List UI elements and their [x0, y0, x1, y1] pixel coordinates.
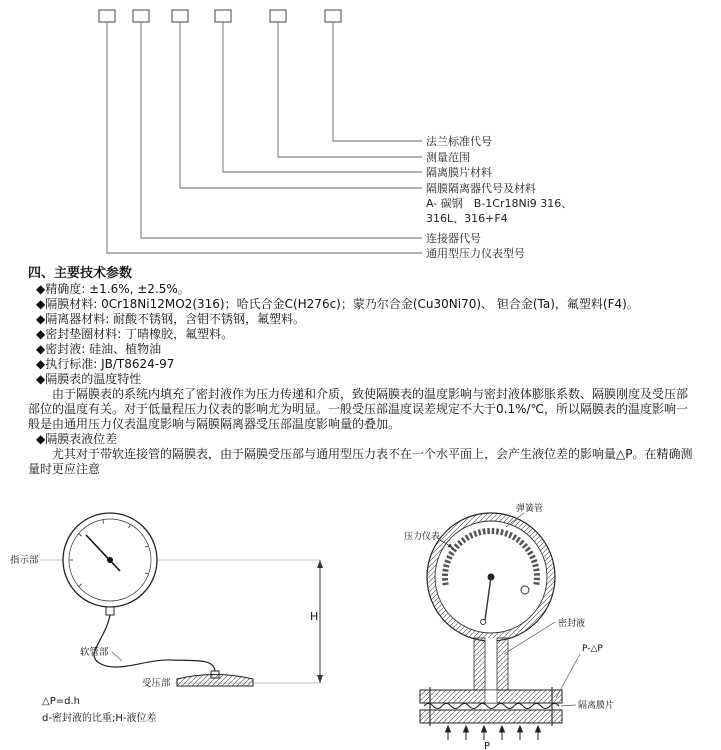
- spec-seal-liquid: ◆密封液: 硅油、植物油: [36, 342, 162, 356]
- pressure-arrows: [446, 726, 541, 740]
- model-label-isolator-detail-2: 316L、316+F4: [426, 212, 508, 225]
- tech-params-section: [28, 266, 696, 477]
- movement-pin: [521, 586, 529, 594]
- code-leader-lines: [107, 22, 422, 253]
- section-heading: 四、主要技术参数: [28, 266, 133, 281]
- pressure-label: P: [484, 741, 491, 750]
- model-label-flange-standard: 法兰标准代号: [426, 135, 492, 148]
- pressure-gauge-label: 压力仪表: [404, 532, 441, 542]
- level-formula: △P=d.h: [42, 696, 80, 707]
- level-difference-figure: [8, 505, 360, 750]
- model-label-connector-code: 连接器代号: [426, 232, 481, 245]
- soft-tube-leader: [112, 652, 122, 661]
- model-label-isolator-code: 隔膜隔离器代号及材料: [426, 182, 536, 195]
- capillary-tube: [94, 615, 215, 672]
- model-label-measuring-range: 测量范围: [426, 151, 470, 164]
- spec-diaphragm-material: ◆隔膜材料: 0Cr18Ni12MO2(316)；哈氏合金C(H276c)；蒙乃尔合金(Cu30Ni70)、 钽合金(Ta)，氟塑料(F4)。: [36, 297, 639, 311]
- indicator-part-label: 指示部: [10, 555, 39, 566]
- soft-tube-label: 软管部: [80, 647, 109, 658]
- model-code-tree: [0, 0, 721, 262]
- model-label-isolator-detail-1: A- 碳钢 B-1Cr18Ni9 316、: [426, 197, 573, 210]
- spec-standard: ◆执行标准: JB/T8624-97: [36, 357, 175, 371]
- diaphragm-capsule: [177, 675, 253, 687]
- dimension-arrow-bottom: [317, 675, 323, 683]
- flange-bottom-plate: [420, 710, 562, 723]
- flange-channel: [485, 690, 497, 703]
- code-box: [270, 10, 286, 22]
- spring-tube-label: 弹簧管: [516, 504, 544, 514]
- spec-isolator-material: ◆隔离器材料: 耐酸不锈钢，含钼不锈钢，氟塑料。: [36, 312, 306, 326]
- spec-temperature-title: ◆隔膜表的温度特性: [36, 372, 142, 386]
- spec-accuracy: ◆精确度: ±1.6%, ±2.5%。: [36, 282, 190, 296]
- code-box: [215, 10, 231, 22]
- spec-level-title: ◆隔膜表液位差: [36, 432, 118, 446]
- code-box: [133, 10, 149, 22]
- seal-liquid-label: 密封液: [558, 619, 586, 629]
- isolation-diaphragm-leader: [561, 705, 576, 706]
- level-formula-note: d-密封液的比重;H-液位差: [42, 713, 157, 724]
- code-box: [172, 10, 188, 22]
- height-dimension-label: H: [310, 610, 319, 623]
- model-label-gauge-model: 通用型压力仪表型号: [426, 247, 525, 260]
- code-box: [99, 10, 115, 22]
- code-box: [325, 10, 341, 22]
- isolation-diaphragm-wave: [424, 704, 559, 709]
- neck-wall-left: [474, 638, 485, 690]
- pressure-top-label: P-△P: [582, 644, 603, 654]
- isolation-diaphragm-label: 隔离膜片: [578, 701, 615, 711]
- gauge-section-figure: [398, 498, 688, 750]
- level-paragraph: 尤其对于带软连接管的隔膜表，由于隔膜受压部与通用型压力表不在一个水平面上，会产生液位差的影响量△P。在精确测量时更应注意: [28, 447, 693, 476]
- spec-gasket-material: ◆密封垫圈材料: 丁晴橡胶，氟塑料。: [36, 327, 234, 341]
- dimension-arrow-top: [317, 560, 323, 568]
- temperature-paragraph: 由于隔膜表的系统内填充了密封液作为压力传递和介质，致使隔膜表的温度影响与密封液体膨胀系数、隔膜刚度及受压部部位的温度有关。对于低量程压力仪表的影响尤为明显。一般受压部温度误差规定不大于0.1%/℃，所以隔膜表的温度影响一般是由通用压力仪表温度影响与隔膜隔离器受压部温度影响量的叠加。: [28, 387, 689, 431]
- pressure-top-leader: [556, 654, 580, 698]
- code-boxes: [99, 10, 341, 22]
- neck-channel: [485, 638, 497, 690]
- socket-pin: [481, 620, 486, 625]
- model-label-diaphragm-material: 隔离膜片材料: [426, 166, 492, 179]
- needle-hub: [107, 557, 113, 563]
- gauge-socket: [106, 607, 114, 615]
- neck-wall-right: [497, 638, 508, 690]
- pressure-part-label: 受压部: [142, 678, 171, 689]
